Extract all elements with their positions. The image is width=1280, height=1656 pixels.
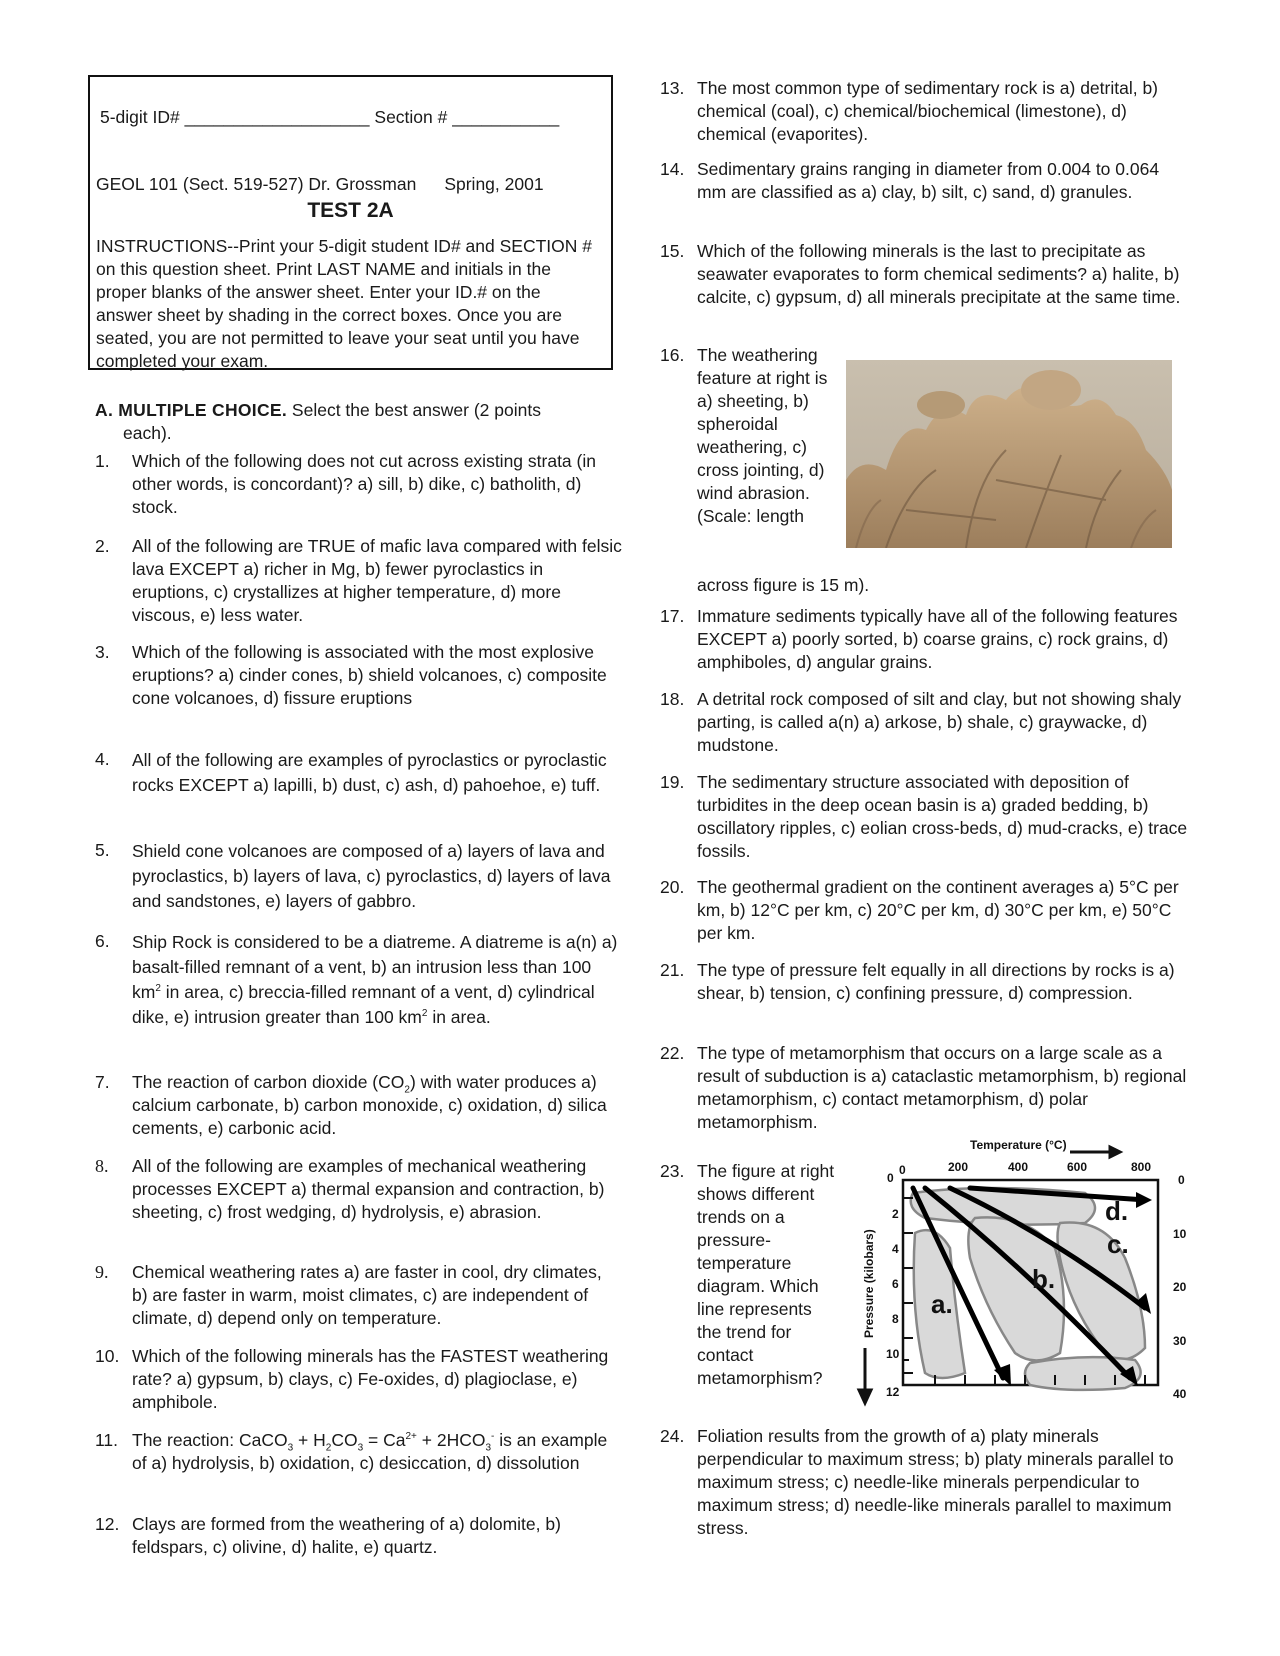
question-text: Clays are formed from the weathering of a) dolomite, b) feldspars, c) olivine, d) halite, e) quartz. bbox=[132, 1514, 561, 1557]
temperature-label: Temperature (°C) bbox=[970, 1138, 1067, 1152]
question-number: 22. bbox=[660, 1043, 685, 1063]
question-text bbox=[132, 930, 622, 1030]
question-number: 14. bbox=[660, 159, 685, 179]
pressure-tick: 4 bbox=[892, 1242, 899, 1256]
section-label: A. MULTIPLE CHOICE. bbox=[95, 400, 288, 420]
question-number: 5. bbox=[95, 840, 110, 860]
pressure-tick: 2 bbox=[892, 1207, 899, 1221]
question-text-part: The reaction: CaCO bbox=[132, 1430, 288, 1450]
line-label-d: d. bbox=[1105, 1196, 1129, 1226]
question-number: 9. bbox=[95, 1262, 109, 1282]
section-heading bbox=[95, 399, 615, 445]
question-text: Which of the following is associated with the most explosive eruptions? a) cinder cones, b) shield volcanoes, c) composite cone volcanoes, d) fissure eruptions bbox=[132, 642, 607, 708]
superscript: 2 bbox=[421, 1008, 428, 1020]
temp-tick: 600 bbox=[1067, 1160, 1088, 1174]
question-number: 16. bbox=[660, 345, 685, 365]
question-number: 18. bbox=[660, 689, 685, 709]
question-number: 1. bbox=[95, 451, 110, 471]
subscript: 2 bbox=[404, 1084, 410, 1096]
question-text: All of the following are examples of mechanical weathering processes EXCEPT a) thermal expansion and contraction, b) sheeting, c) frost wedging, d) hydrolysis, e) abrasion. bbox=[132, 1156, 605, 1222]
depth-tick: 40 bbox=[1173, 1387, 1187, 1401]
question-text bbox=[132, 1071, 622, 1140]
temp-tick: 0 bbox=[899, 1163, 906, 1177]
question-number: 2. bbox=[95, 536, 110, 556]
pressure-tick: 0 bbox=[887, 1171, 894, 1185]
question-text-part: + H bbox=[293, 1430, 326, 1450]
pt-diagram bbox=[855, 1138, 1205, 1408]
question-number: 21. bbox=[660, 960, 685, 980]
question-text: The sedimentary structure associated with deposition of turbidites in the deep ocean basin is a) graded bedding, b) oscillatory ripples, c) eolian cross-beds, d) mud-cracks, e) trace fossils. bbox=[697, 772, 1188, 861]
question-text: Which of the following does not cut across existing strata (in other words, is concordant)? a) sill, b) dike, c) batholith, d) stock. bbox=[132, 451, 596, 517]
line-label-a: a. bbox=[931, 1289, 953, 1319]
question-number: 24. bbox=[660, 1426, 685, 1446]
question-number: 20. bbox=[660, 877, 685, 897]
pt-diagram-drawing bbox=[855, 1138, 1205, 1408]
question-number: 13. bbox=[660, 78, 685, 98]
depth-tick: 20 bbox=[1173, 1280, 1187, 1294]
question-text: A detrital rock composed of silt and clay, but not showing shaly parting, is called a(n) a) arkose, b) shale, c) graywacke, d) mudstone. bbox=[697, 689, 1182, 755]
question-text-part: The reaction of carbon dioxide (CO bbox=[132, 1072, 405, 1092]
question-number: 11. bbox=[95, 1430, 119, 1450]
question-text-part: in area, c) breccia-filled remnant of a vent, d) cylindrical dike, e) intrusion greater than 100 km bbox=[132, 982, 595, 1027]
question-number: 23. bbox=[660, 1161, 685, 1181]
question-text-part: + 2HCO bbox=[416, 1430, 486, 1450]
pressure-label: Pressure (kilobars) bbox=[862, 1229, 876, 1338]
question-text: Foliation results from the growth of a) platy minerals perpendicular to maximum stress; b) platy minerals parallel to maximum stress; c) needle-like minerals perpendicular to maximum stress; d) needle-like minerals parallel to maximum stress. bbox=[697, 1426, 1174, 1538]
question-text-tail: across figure is 15 m). bbox=[697, 575, 870, 595]
superscript: 2 bbox=[155, 983, 161, 995]
course-line bbox=[96, 174, 606, 195]
question-number: 4. bbox=[95, 749, 110, 769]
superscript: 2+ bbox=[405, 1431, 417, 1443]
pressure-tick: 6 bbox=[892, 1277, 899, 1291]
temp-tick: 200 bbox=[948, 1160, 969, 1174]
id-section-line: 5-digit ID# ___________________ Section # ___________ bbox=[100, 107, 560, 127]
question-number: 3. bbox=[95, 642, 110, 662]
question-text: Immature sediments typically have all of the following features EXCEPT a) poorly sorted, b) coarse grains, c) rock grains, d) amphiboles, d) angular grains. bbox=[697, 606, 1178, 672]
question-number: 7. bbox=[95, 1072, 110, 1092]
question-text-part: is an example of a) hydrolysis, b) oxidation, c) desiccation, d) dissolution bbox=[132, 1430, 608, 1473]
question-text: The most common type of sedimentary rock is a) detrital, b) chemical (coal), c) chemical/biochemical (limestone), d) chemical (evaporites). bbox=[697, 78, 1158, 144]
pressure-arrow bbox=[859, 1348, 871, 1403]
subscript: 3 bbox=[357, 1442, 364, 1454]
line-label-c: c. bbox=[1107, 1229, 1129, 1259]
question-text-part: CO bbox=[331, 1430, 358, 1450]
course-name: GEOL 101 (Sect. 519-527) Dr. Grossman bbox=[96, 174, 417, 194]
question-number: 12. bbox=[95, 1514, 120, 1534]
question-text: The type of metamorphism that occurs on a large scale as a result of subduction is a) cataclastic metamorphism, b) regional metamorphism, c) contact metamorphism, d) polar metamorphism. bbox=[697, 1043, 1187, 1132]
weathering-photo-drawing bbox=[846, 360, 1172, 548]
question-text: The geothermal gradient on the continent averages a) 5°C per km, b) 12°C per km, c) 20°C per km, d) 30°C per km, e) 50°C per km. bbox=[697, 877, 1179, 943]
question-text-part: Ship Rock is considered to be a diatreme. A diatreme is a(n) a) basalt-filled remnant of a vent, b) an intrusion less than 100 km bbox=[132, 932, 618, 1002]
depth-tick: 10 bbox=[1173, 1227, 1187, 1241]
instructions: INSTRUCTIONS--Print your 5-digit student ID# and SECTION # on this question sheet. Print LAST NAME and initials in the proper blanks of the answer sheet. Enter your ID.# on the answer sheet by shading in the correct boxes. Once you are seated, you are not permitted to leave your seat until you have completed your exam. bbox=[96, 236, 592, 371]
question-text: Sedimentary grains ranging in diameter from 0.004 to 0.064 mm are classified as a) clay, b) silt, c) sand, d) granules. bbox=[697, 159, 1160, 202]
temp-tick: 800 bbox=[1131, 1160, 1152, 1174]
depth-tick: 0 bbox=[1178, 1173, 1185, 1187]
section-desc-cont: each). bbox=[123, 423, 172, 443]
question-text: All of the following are TRUE of mafic lava compared with felsic lava EXCEPT a) richer in Mg, b) fewer pyroclastics in eruptions, c) crystallizes at higher temperature, d) more viscous, e) less water. bbox=[132, 536, 622, 625]
question-text bbox=[132, 1429, 622, 1475]
question-number: 15. bbox=[660, 241, 685, 261]
question-text: The figure at right shows different trends on a pressure-temperature diagram. Which line represents the trend for contact metamorphism? bbox=[697, 1161, 835, 1388]
question-text: Which of the following minerals has the FASTEST weathering rate? a) gypsum, b) clays, c) Fe-oxides, d) plagioclase, e) amphibole. bbox=[132, 1346, 609, 1412]
pressure-tick: 10 bbox=[886, 1347, 900, 1361]
temp-tick: 400 bbox=[1008, 1160, 1029, 1174]
question-text: Shield cone volcanoes are composed of a) layers of lava and pyroclastics, b) layers of lava, c) pyroclastics, d) layers of lava and sandstones, e) layers of gabbro. bbox=[132, 841, 611, 911]
question-text: All of the following are examples of pyroclastics or pyroclastic rocks EXCEPT a) lapilli, b) dust, c) ash, d) pahoehoe, e) tuff. bbox=[132, 750, 607, 795]
section-desc: Select the best answer (2 points bbox=[291, 400, 541, 420]
pressure-tick: 8 bbox=[892, 1312, 899, 1326]
term: Spring, 2001 bbox=[444, 174, 544, 194]
question-text-part: = Ca bbox=[363, 1430, 406, 1450]
question-text: Which of the following minerals is the last to precipitate as seawater evaporates to form chemical sediments? a) halite, b) calcite, c) gypsum, d) all minerals precipitate at the same time. bbox=[697, 241, 1181, 307]
pressure-tick: 12 bbox=[886, 1385, 900, 1399]
question-number: 19. bbox=[660, 772, 685, 792]
subscript: 2 bbox=[325, 1442, 332, 1454]
test-title: TEST 2A bbox=[307, 199, 394, 222]
subscript: 3 bbox=[485, 1442, 492, 1454]
question-text-part: ) with water produces a) calcium carbonate, b) carbon monoxide, c) oxidation, d) silica cements, e) carbonic acid. bbox=[132, 1072, 607, 1138]
question-text: The type of pressure felt equally in all directions by rocks is a) shear, b) tension, c) confining pressure, d) compression. bbox=[697, 960, 1175, 1003]
header-box bbox=[88, 75, 613, 370]
question-number: 17. bbox=[660, 606, 685, 626]
line-label-b: b. bbox=[1032, 1264, 1056, 1294]
weathering-photo bbox=[846, 360, 1172, 548]
depth-tick: 30 bbox=[1173, 1334, 1187, 1348]
question-number: 6. bbox=[95, 931, 110, 951]
subscript: 3 bbox=[287, 1442, 294, 1454]
question-number: 8. bbox=[95, 1156, 109, 1176]
question-number: 10. bbox=[95, 1346, 120, 1366]
question-text-part: in area. bbox=[427, 1007, 491, 1027]
question-text: Chemical weathering rates a) are faster in cool, dry climates, b) are faster in warm, moist climates, c) are independent of climate, d) depend only on temperature. bbox=[132, 1262, 602, 1328]
temperature-arrow bbox=[1070, 1147, 1120, 1157]
superscript: - bbox=[491, 1431, 495, 1443]
question-text: The weathering feature at right is a) sheeting, b) spheroidal weathering, c) cross jointing, d) wind abrasion. (Scale: length bbox=[697, 345, 828, 526]
